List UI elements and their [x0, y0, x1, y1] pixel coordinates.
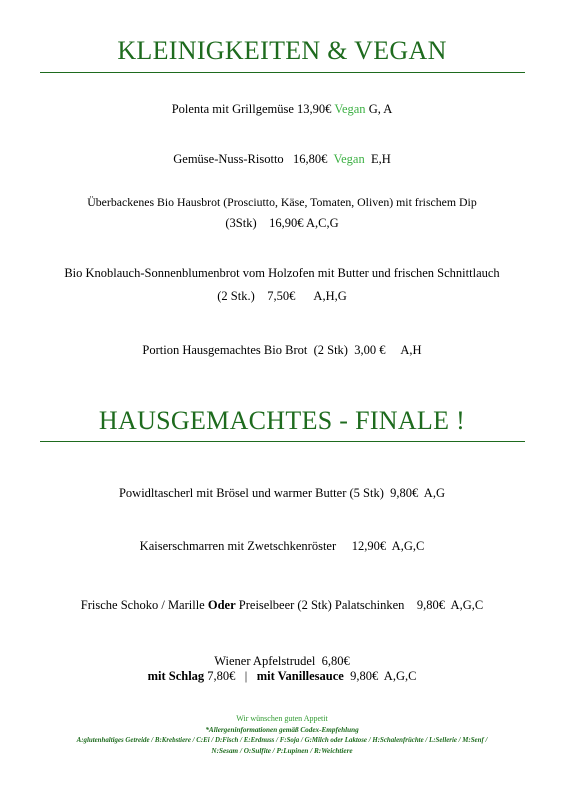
allergen-note: *Allergeninformationen gemäß Codex-Empfehlung [205, 726, 359, 734]
menu-item-knoblauchbrot-price: (2 Stk.) 7,50€ A,H,G [217, 289, 347, 303]
menu-item-bio-brot: Portion Hausgemachtes Bio Brot (2 Stk) 3,00 € A,H [142, 343, 422, 357]
item-bold-text: Oder [207, 598, 236, 612]
vegan-tag: Vegan [333, 152, 365, 166]
item-allergens: G, A [368, 102, 393, 116]
section-title-finale: HAUSGEMACHTES - FINALE ! [98, 406, 466, 435]
menu-item-hausbrot-desc: Überbackenes Bio Hausbrot (Prosciutto, Käse, Tomaten, Oliven) mit frischem Dip [87, 195, 477, 209]
option-price: 7,80€ | [204, 669, 257, 683]
option-price: 9,80€ A,G,C [343, 669, 417, 683]
menu-item-apfelstrudel-options [0, 669, 564, 684]
section-divider [40, 72, 525, 73]
section-divider [40, 441, 525, 442]
allergen-legend-line1: A:glutenhaltiges Getreide / B:Krebstiere / C:Ei / D:Fisch / E:Erdnuss / F:Soja / G:Milch oder Laktose / H:Schalenfrüchte / L:Sellerie / M:Senf / [76, 737, 488, 744]
item-price: 13,90€ [297, 102, 332, 116]
section-title-kleinigkeiten: KLEINIGKEITEN & VEGAN [117, 36, 447, 65]
item-text: Preiselbeer (2 Stk) Palatschinken 9,80€ A,G,C [235, 598, 484, 612]
footer-greeting: Wir wünschen guten Appetit [236, 714, 328, 723]
item-text: Frische Schoko / Marille [80, 598, 208, 612]
vegan-tag: Vegan [334, 102, 366, 116]
item-allergens: E,H [370, 152, 391, 166]
menu-item-risotto [0, 152, 564, 167]
item-price: 16,80€ [293, 152, 328, 166]
menu-item-powidltascherl: Powidltascherl mit Brösel und warmer Butter (5 Stk) 9,80€ A,G [118, 486, 445, 500]
item-name: Polenta mit Grillgemüse [171, 102, 294, 116]
menu-item-knoblauchbrot-desc: Bio Knoblauch-Sonnenblumenbrot vom Holzofen mit Butter und frischen Schnittlauch [64, 266, 500, 280]
menu-item-hausbrot-price: (3Stk) 16,90€ A,C,G [225, 216, 339, 230]
item-name: Gemüse-Nuss-Risotto [173, 152, 284, 166]
option-label: mit Schlag [147, 669, 205, 683]
menu-item-polenta [0, 102, 564, 117]
menu-item-apfelstrudel: Wiener Apfelstrudel 6,80€ [214, 654, 350, 668]
allergen-legend-line2: N:Sesam / O:Sulfite / P:Lupinen / R:Weichtiere [211, 747, 353, 755]
menu-item-kaiserschmarren: Kaiserschmarren mit Zwetschkenröster 12,90€ A,G,C [139, 539, 425, 553]
menu-item-palatschinken [0, 598, 564, 613]
option-label: mit Vanillesauce [256, 669, 344, 683]
